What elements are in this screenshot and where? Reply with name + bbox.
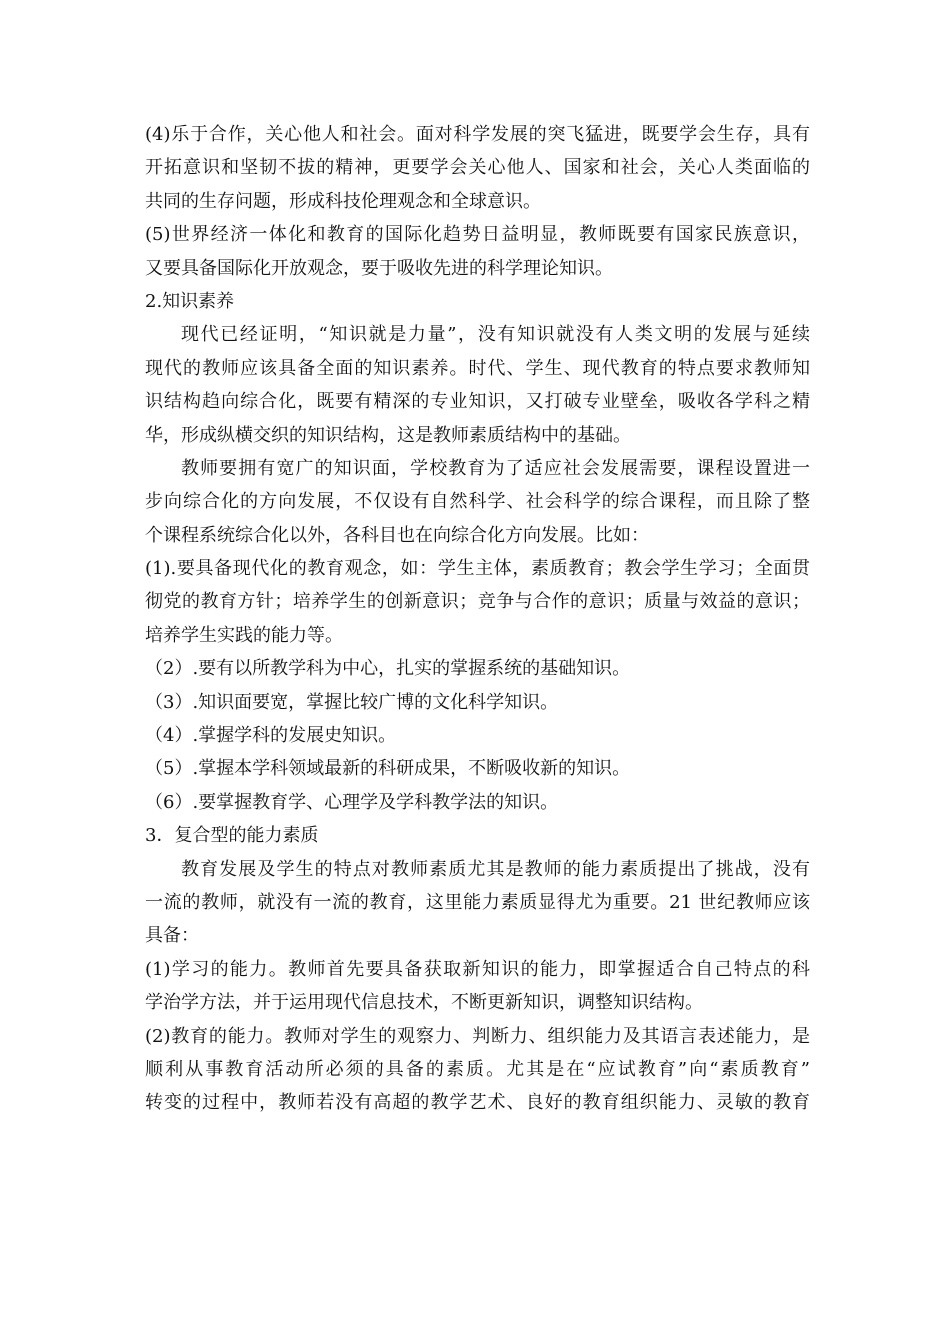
text-line-14: (1).要具备现代化的教育观念，如：学生主体，素质教育；教会学生学习；全面贯	[145, 558, 810, 580]
text-line-8: 现代的教师应该具备全面的知识素养。时代、学生、现代教育的特点要求教师知	[145, 357, 810, 379]
text-line-16: 培养学生实践的能力等。	[145, 624, 343, 646]
text-line-25: 具备：	[145, 925, 199, 947]
text-line-9: 识结构趋向综合化，既要有精深的专业知识，又打破专业壁垒，吸收各学科之精	[145, 391, 810, 413]
text-line-12: 步向综合化的方向发展，不仅设有自然科学、社会科学的综合课程，而且除了整	[145, 491, 810, 513]
text-line-30: 转变的过程中，教师若没有高超的教学艺术、良好的教育组织能力、灵敏的教育	[145, 1092, 810, 1114]
text-line-24: 一流的教师，就没有一流的教育，这里能力素质显得尤为重要。21 世纪教师应该	[145, 891, 810, 913]
text-line-28: (2)教育的能力。教师对学生的观察力、判断力、组织能力及其语言表述能力，是	[145, 1025, 810, 1047]
text-line-13: 个课程系统综合化以外，各科目也在向综合化方向发展。比如：	[145, 524, 649, 546]
text-line-26: (1)学习的能力。教师首先要具备获取新知识的能力，即掌握适合自己特点的科	[145, 958, 810, 980]
text-line-11: 教师要拥有宽广的知识面，学校教育为了适应社会发展需要，课程设置进一	[181, 457, 810, 479]
list-item-5: （5）.掌握本学科领域最新的科研成果，不断吸收新的知识。	[145, 758, 631, 780]
list-item-2: （2）.要有以所教学科为中心，扎实的掌握系统的基础知识。	[145, 658, 631, 680]
text-line-4: (5)世界经济一体化和教育的国际化趋势日益明显，教师既要有国家民族意识，	[145, 224, 810, 246]
text-line-5: 又要具备国际化开放观念，要于吸收先进的科学理论知识。	[145, 257, 613, 279]
list-item-6: （6）.要掌握教育学、心理学及学科教学法的知识。	[145, 791, 559, 813]
text-line-10: 华，形成纵横交织的知识结构，这是教师素质结构中的基础。	[145, 424, 631, 446]
text-line-27: 学治学方法，并于运用现代信息技术，不断更新知识，调整知识结构。	[145, 992, 703, 1014]
text-line-2: 开拓意识和坚韧不拔的精神，更要学会关心他人、国家和社会，关心人类面临的	[145, 157, 810, 179]
section-heading-knowledge: 2.知识素养	[145, 290, 235, 312]
text-line-15: 彻党的教育方针；培养学生的创新意识；竞争与合作的意识；质量与效益的意识；	[145, 591, 810, 613]
text-line-1: (4)乐于合作，关心他人和社会。面对科学发展的突飞猛进，既要学会生存，具有	[145, 124, 810, 145]
section-heading-ability: 3．复合型的能力素质	[145, 825, 319, 847]
text-line-7: 现代已经证明，“知识就是力量”，没有知识就没有人类文明的发展与延续	[181, 324, 810, 346]
text-line-23: 教育发展及学生的特点对教师素质尤其是教师的能力素质提出了挑战，没有	[181, 858, 810, 880]
text-line-3: 共同的生存问题，形成科技伦理观念和全球意识。	[145, 190, 541, 212]
list-item-3: （3）.知识面要宽，掌握比较广博的文化科学知识。	[145, 691, 559, 713]
text-line-29: 顺利从事教育活动所必须的具备的素质。尤其是在“应试教育”向“素质教育”	[145, 1058, 810, 1080]
document-body	[145, 118, 810, 1120]
list-item-4: （4）.掌握学科的发展史知识。	[145, 725, 397, 747]
